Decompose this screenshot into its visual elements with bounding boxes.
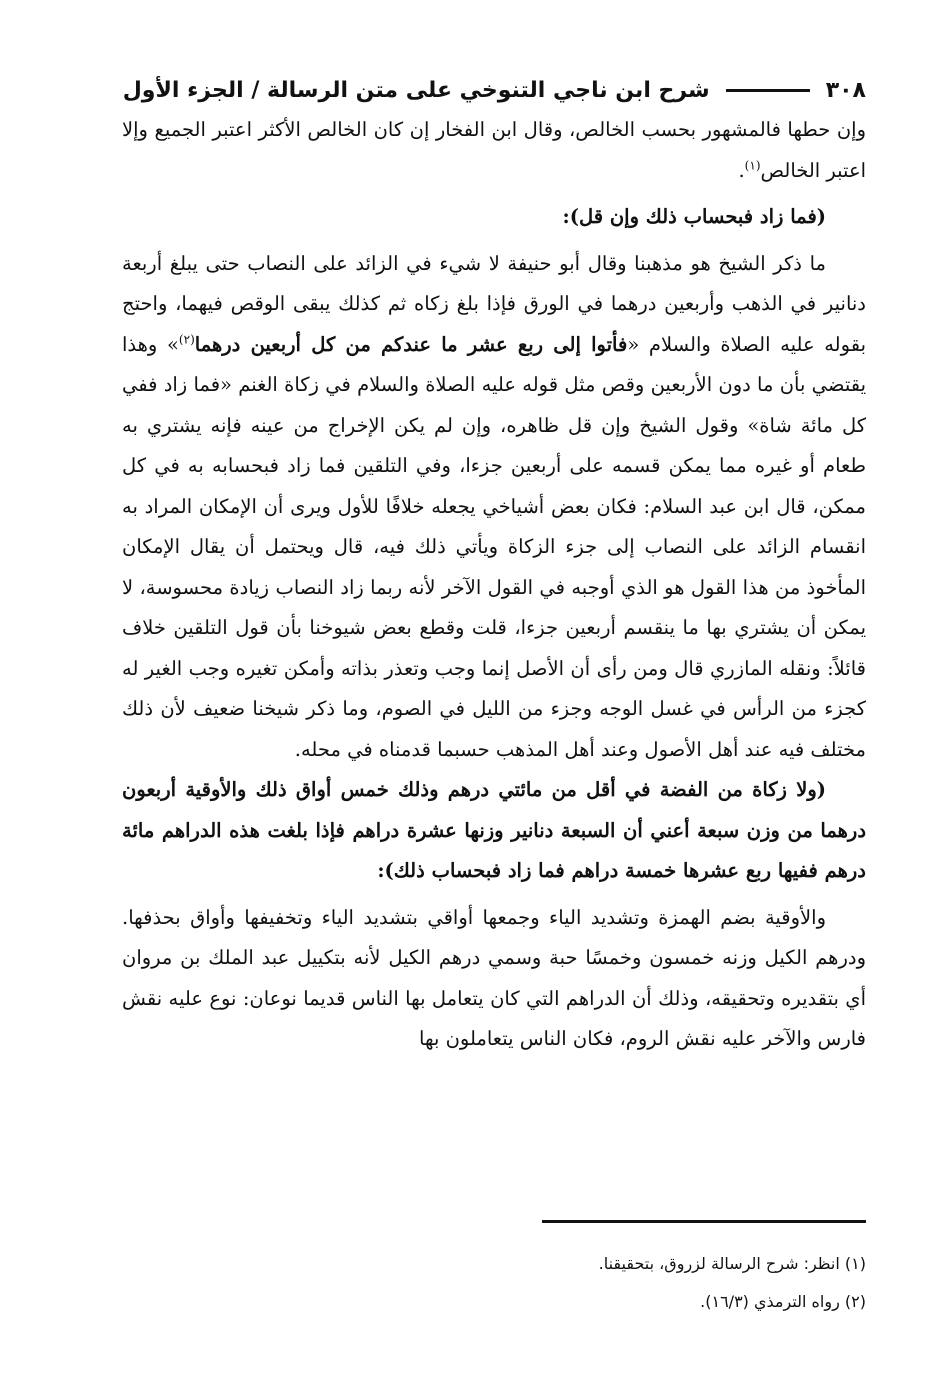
paragraph-1 — [122, 110, 866, 191]
footnote-ref-2: (٢) — [178, 332, 195, 346]
paragraph-3-text-a: ما ذكر الشيخ هو مذهبنا وقال أبو حنيفة لا شيء في الزائد على النصاب حتى يبلغ أربعة دنانير في الذهب وأربعين درهما في الورق فإذا بلغ زكاه ثم كذلك يبقى الوقص فيهما، واحتج بقوله عليه الصلاة والسلام « — [122, 251, 866, 356]
hadith-quote: فأتوا إلى ربع عشر ما عندكم من كل أربعين درهما — [194, 332, 628, 356]
matn-quote-2: (ولا زكاة من الفضة في أقل من مائتي درهم وذلك خمس أواق ذلك والأوقية أربعون درهما من وزن سبعة أعني أن السبعة دنانير وزنها عشرة دراهم فإذا بلغت هذه الدراهم مائة درهم ففيها ربع عشرها خمسة دراهم فما زاد فبحساب ذلك): — [122, 778, 866, 882]
running-title: شرح ابن ناجي التنوخي على متن الرسالة / الجزء الأول — [122, 77, 710, 103]
footnote-rule — [542, 1220, 866, 1223]
page-header — [122, 70, 866, 110]
footnotes — [122, 1245, 866, 1321]
matn-quote-1: (فما زاد فبحساب ذلك وإن قل): — [562, 205, 826, 228]
page-number: ٣٠٨ — [825, 77, 866, 103]
paragraph-1-end: . — [738, 158, 745, 182]
book-page — [122, 70, 866, 1060]
footnote-2: (٢) رواه الترمذي (١٦/٣). — [700, 1292, 866, 1311]
paragraph-5: والأوقية بضم الهمزة وتشديد الياء وجمعها أواقي بتشديد الياء وتخفيفها وأواق بحذفها. ودرهم الكيل وزنه خمسون وخمسًا حبة وسمي درهم الكيل لأنه بتكييل عبد الملك بن مروان أي بتقديره وتحقيقه، وذلك أن الدراهم التي كان يتعامل بها الناس قديما نوعان: نوع عليه نقش فارس والآخر عليه نقش الروم، فكان الناس يتعاملون بها — [122, 905, 866, 1050]
paragraph-1-text: وإن حطها فالمشهور بحسب الخالص، وقال ابن الفخار إن كان الخالص الأكثر اعتبر الجميع وإلا اعتبر الخالص — [122, 118, 866, 182]
header-rule — [726, 89, 810, 92]
paragraph-3 — [122, 244, 866, 771]
footnote-1: (١) انظر: شرح الرسالة لزروق، بتحقيقنا. — [598, 1254, 866, 1273]
paragraph-3-text-b: » وهذا يقتضي بأن ما دون الأربعين وقص مثل قوله عليه الصلاة والسلام في زكاة الغنم «فما زاد ففي كل مائة شاة» وقول الشيخ وإن قل ظاهره، وإن لم يكن الإخراج من عينه فإنه يشتري به طعام أو غيره مما يمكن قسمه على أربعين جزءا، وفي التلقين فما زاد فبحسابه به في كل ممكن، قال ابن عبد السلام: فكان بعض أشياخي يجعله خلافًا للأول ويرى أن الإمكان المراد به انقسام الزائد على النصاب إلى جزء الزكاة ويأتي ذلك فيه، قال ويحتمل أن يقال الإمكان المأخوذ من هذا القول هو الذي أوجبه في القول الآخر لأنه ربما زاد النصاب زيادة محسوسة، لا يمكن أن يشتري بها ما ينقسم أربعين جزءا، قلت وقطع بعض شيوخنا بأن قول التلقين خلاف قائلاً: ونقله المازري قال ومن رأى أن الأصل إنما وجب وتعذر بذاته وأمكن تغيره وجب الغير له كجزء من الرأس في غسل الوجه وجزء من الليل في الصوم، وما ذكر شيخنا ضعيف لأن ذلك مختلف فيه عند أهل الأصول وعند أهل المذهب حسبما قدمناه في محله. — [122, 332, 866, 761]
footnote-ref-1: (١) — [744, 158, 761, 172]
